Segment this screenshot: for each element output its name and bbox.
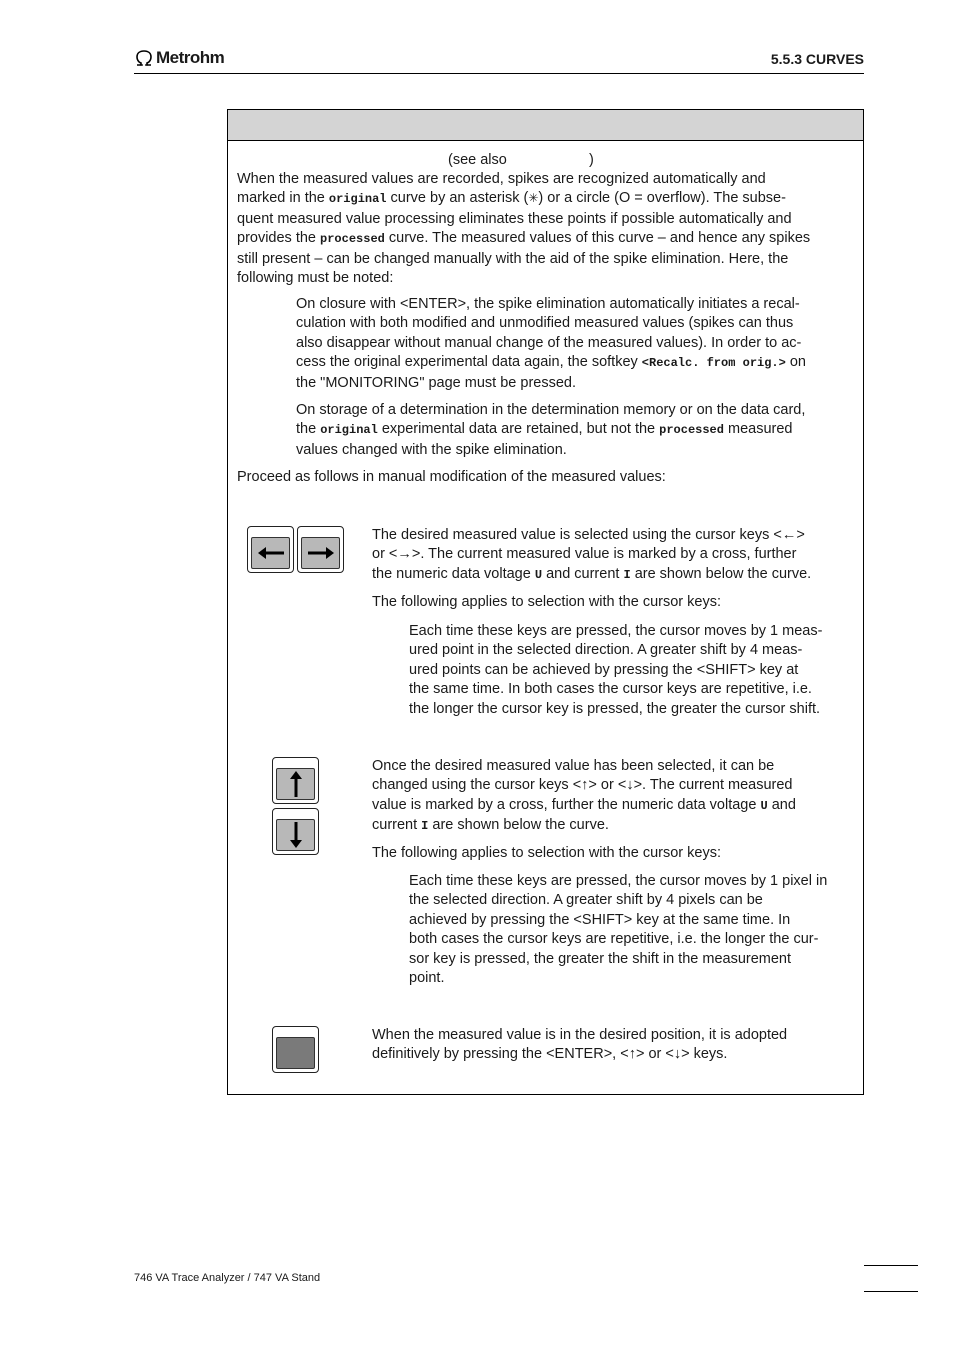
text-line: also disappear without manual change of the measured values). In order to ac-: [296, 334, 802, 351]
text-line: When the measured values are recorded, spikes are recognized automatically and: [237, 171, 766, 187]
enter-key[interactable]: [272, 1026, 319, 1073]
section-title: 5.5.3 CURVES: [770, 51, 864, 67]
text-line: sor key is pressed, the greater the shift in the measurement: [409, 950, 792, 967]
arrow-up-icon: [289, 769, 303, 799]
text-line: On closure with <ENTER>, the spike elimination automatically initiates a recal-: [296, 296, 800, 312]
footer-rule-top: [864, 1265, 918, 1266]
text-line: On storage of a determination in the determination memory or on the data card,: [296, 402, 806, 418]
logo-text: Metrohm: [156, 48, 225, 67]
text-line: following must be noted:: [237, 270, 394, 287]
text-line: value is marked by a cross, further the numeric data voltage U and: [372, 796, 796, 813]
arrow-right-icon: [306, 546, 336, 560]
step2-applies: The following applies to selection with the cursor keys:: [372, 845, 721, 861]
see-also-prefix: (see also: [448, 152, 507, 168]
var-u: U: [534, 567, 543, 582]
text-line: both cases the cursor keys are repetitive, i.e. the longer the cur-: [409, 931, 819, 948]
cursor-left-key[interactable]: [247, 526, 294, 573]
text-line: ured points can be achieved by pressing the <SHIFT> key at: [409, 661, 799, 678]
proceed-text: Proceed as follows in manual modification of the measured values:: [237, 469, 666, 485]
code-processed: processed: [320, 232, 385, 247]
text-line: culation with both modified and unmodified measured values (spikes can thus: [296, 315, 794, 332]
text-line: Each time these keys are pressed, the cursor moves by 1 meas-: [409, 623, 823, 639]
text-line: or <→>. The current measured value is marked by a cross, further: [372, 546, 797, 563]
var-i: I: [421, 819, 429, 834]
text-line: marked in the original curve by an asterisk (✳) or a circle (O = overflow). The subse-: [237, 190, 786, 207]
step2-detail: [409, 872, 859, 988]
code-processed: processed: [659, 423, 724, 438]
text-line: provides the processed curve. The measured values of this curve – and hence any spikes: [237, 230, 811, 247]
text-line: When the measured value is in the desired position, it is adopted: [372, 1027, 788, 1043]
cursor-down-key[interactable]: [272, 808, 319, 855]
text-line: ured point in the selected direction. A greater shift by 4 meas-: [409, 642, 803, 659]
softkey-recalc: <Recalc. from orig.>: [641, 356, 786, 371]
text-line: values changed with the spike elimination.: [296, 441, 567, 458]
arrow-right-glyph: →: [397, 546, 412, 563]
see-also-suffix: ): [589, 152, 594, 168]
cursor-right-key[interactable]: [297, 526, 344, 573]
arrow-up-glyph: ↑: [581, 777, 589, 794]
footer-product: 746 VA Trace Analyzer / 747 VA Stand: [134, 1272, 321, 1284]
company-logo: [134, 48, 224, 68]
text-line: the numeric data voltage U and current I are shown below the curve.: [372, 565, 812, 582]
text-line: The desired measured value is selected using the cursor keys <←>: [372, 527, 805, 543]
text-line: the selected direction. A greater shift by 4 pixels can be: [409, 892, 763, 909]
arrow-left-icon: [256, 546, 286, 560]
text-line: Each time these keys are pressed, the cursor moves by 1 pixel in: [409, 873, 828, 889]
text-line: definitively by pressing the <ENTER>, <↑> or <↓> keys.: [372, 1046, 728, 1063]
step1-text: [372, 526, 857, 585]
box-heading-bar: [228, 110, 863, 141]
text-line: quent measured value processing eliminates these points if possible automatically and: [237, 210, 792, 227]
asterisk-icon: ✳: [528, 191, 539, 206]
text-line: Once the desired measured value has been selected, it can be: [372, 758, 775, 774]
text-line: still present – can be changed manually with the aid of the spike elimination. Here, the: [237, 250, 789, 267]
var-u: U: [760, 798, 768, 813]
step2-text: [372, 757, 857, 837]
var-i: I: [623, 567, 631, 582]
step3-text: [372, 1026, 857, 1065]
text-line: current I are shown below the curve.: [372, 817, 609, 834]
step1-detail: [409, 622, 859, 719]
arrow-down-glyph: ↓: [673, 1046, 682, 1063]
footer-rule-bottom: [864, 1291, 918, 1292]
text-line: achieved by pressing the <SHIFT> key at the same time. In: [409, 911, 791, 928]
circle-icon: O: [618, 190, 631, 207]
cursor-up-key[interactable]: [272, 757, 319, 804]
metrohm-omega-icon: [134, 49, 154, 67]
code-original: original: [320, 423, 378, 438]
header-rule: [134, 73, 864, 74]
intro-paragraph: [237, 170, 857, 288]
text-line: the original experimental data are retained, but not the processed measured: [296, 421, 793, 438]
arrow-down-glyph: ↓: [626, 777, 634, 794]
arrow-up-glyph: ↑: [628, 1046, 636, 1063]
arrow-down-icon: [289, 820, 303, 850]
text-line: point.: [409, 970, 445, 987]
note-storage: [296, 401, 856, 460]
arrow-left-glyph: ←: [781, 527, 797, 543]
step1-applies: The following applies to selection with the cursor keys:: [372, 594, 721, 610]
text-line: the longer the cursor key is pressed, the greater the cursor shift.: [409, 700, 821, 717]
text-line: the same time. In both cases the cursor keys are repetitive, i.e.: [409, 681, 812, 698]
code-original: original: [328, 192, 387, 207]
note-recalc: [296, 295, 856, 393]
text-line: cess the original experimental data again, the softkey <Recalc. from orig.> on: [296, 354, 806, 371]
text-line: changed using the cursor keys <↑> or <↓>. The current measured: [372, 777, 793, 794]
text-line: the "MONITORING" page must be pressed.: [296, 374, 576, 391]
enter-key-icon: [276, 1037, 315, 1069]
